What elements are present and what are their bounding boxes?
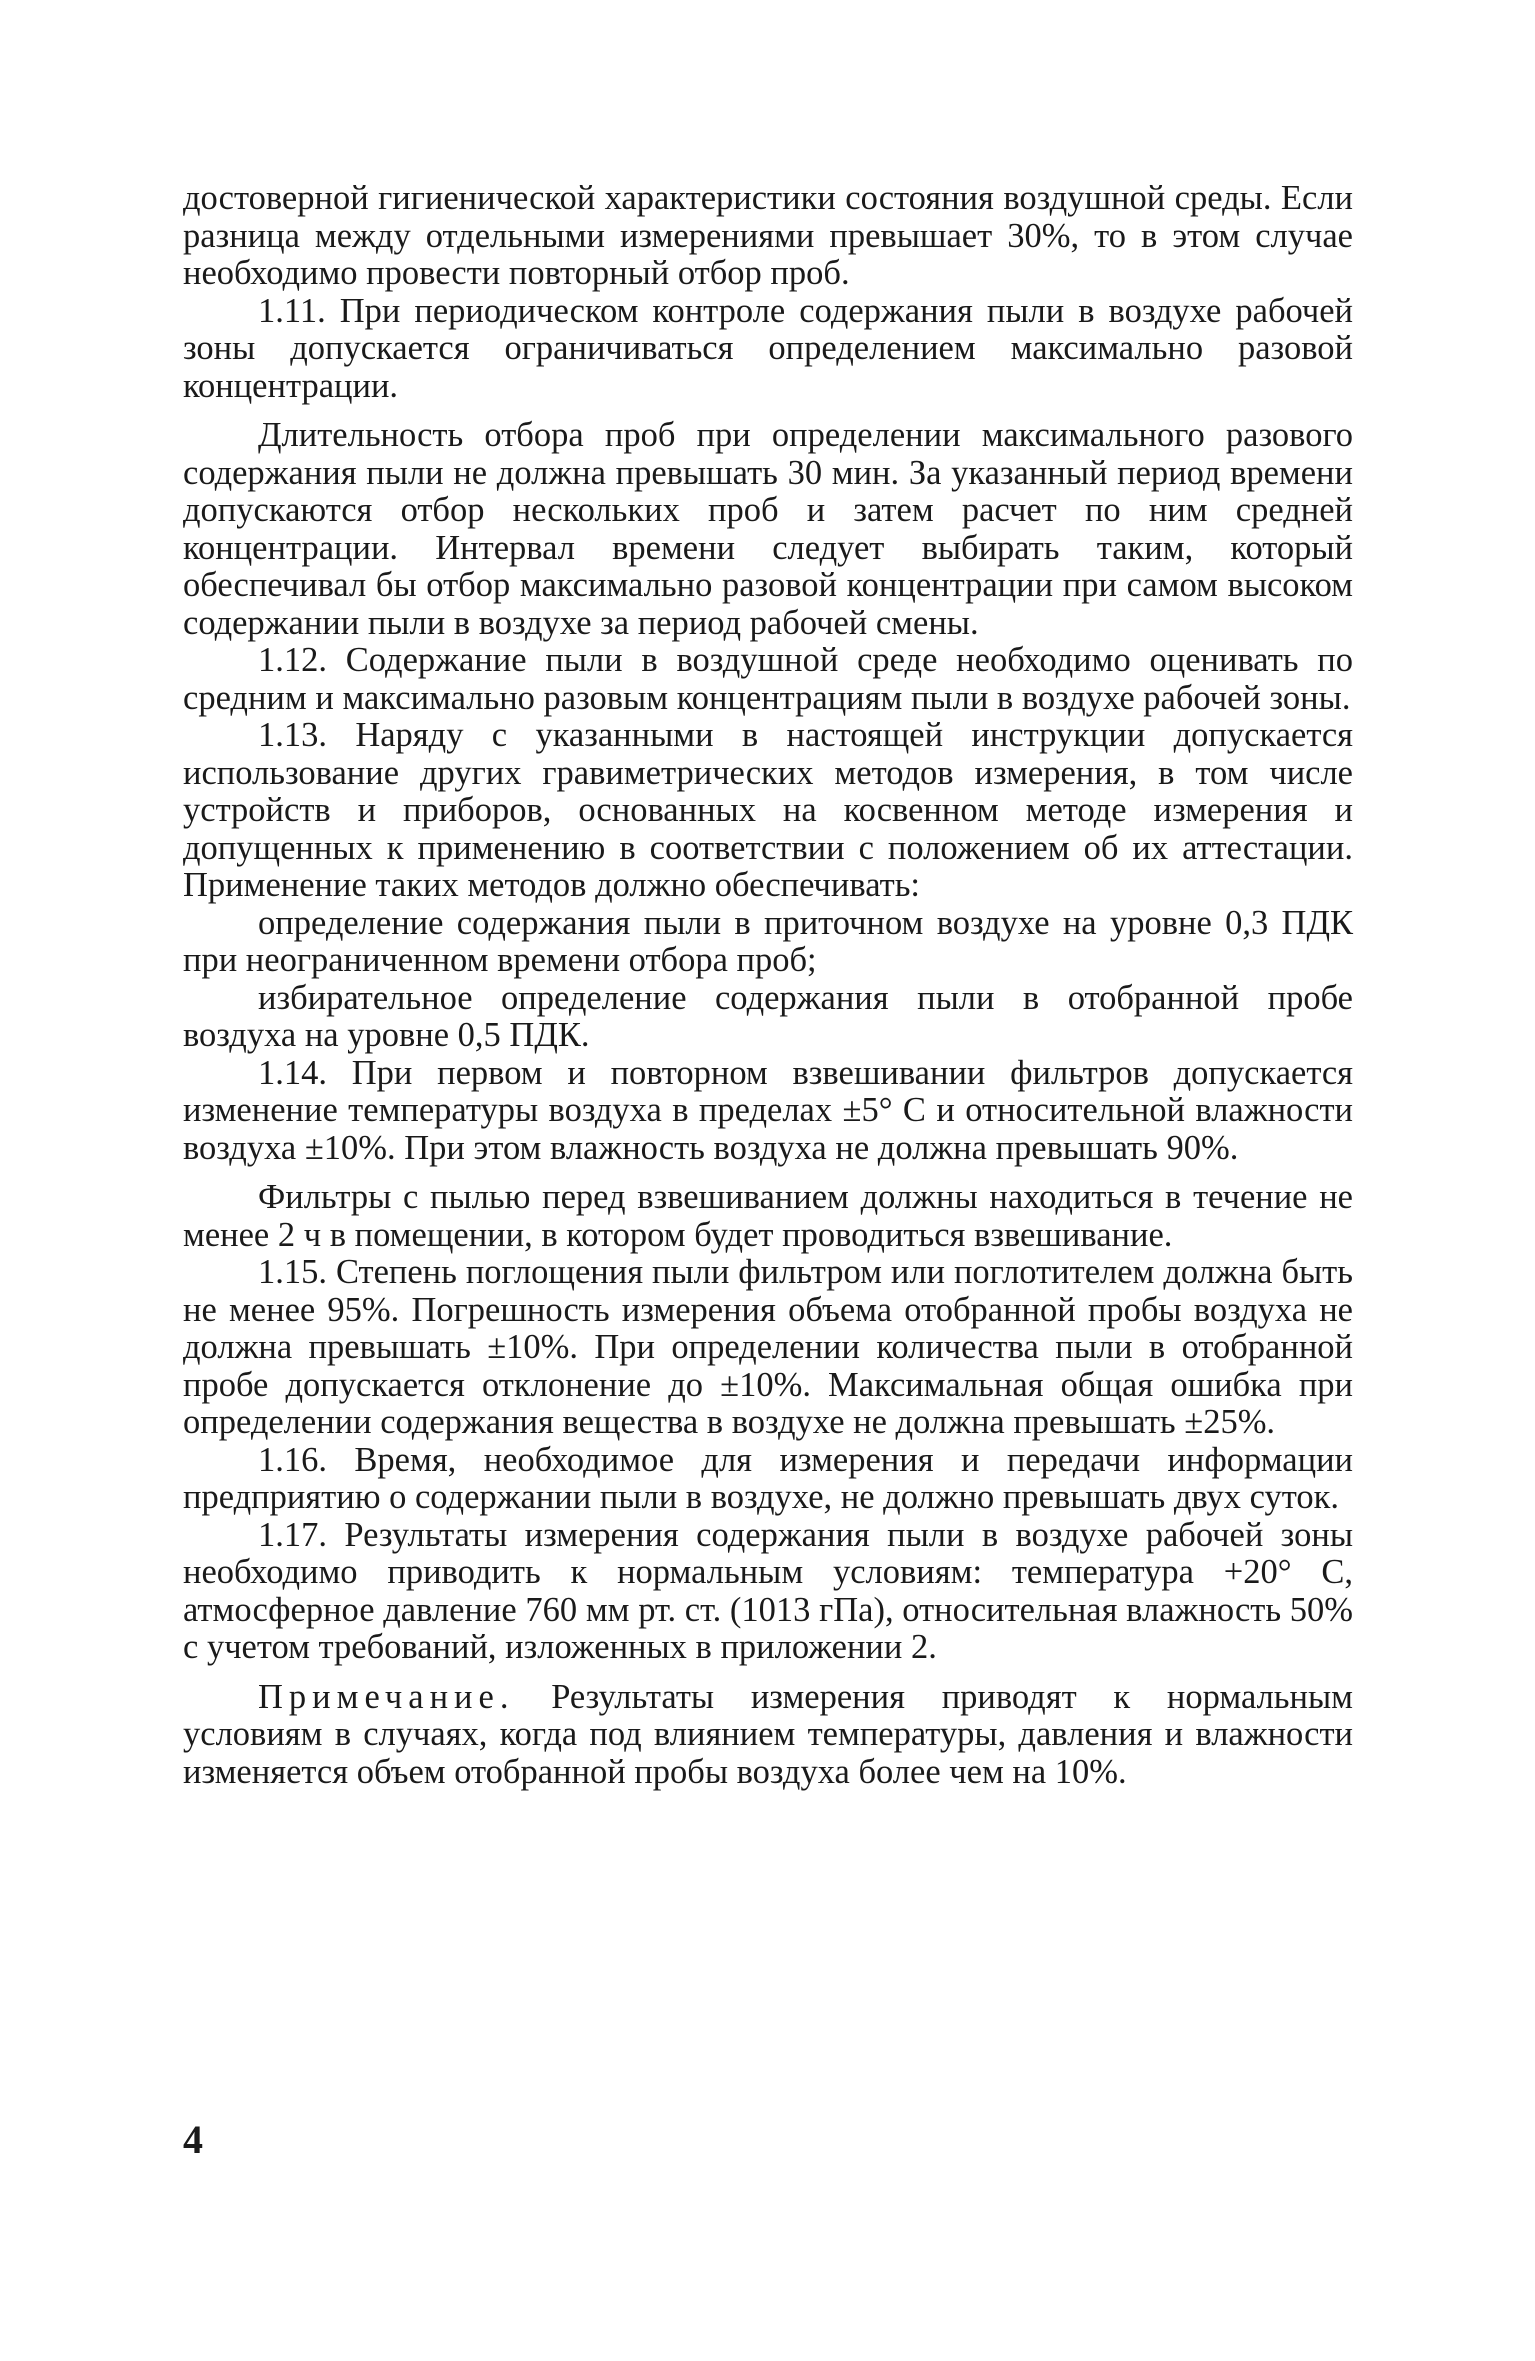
paragraph-1-14: 1.14. При первом и повторном взвешивании фильтров допускается изменение температуры воздуха в пределах ±5° С и относительной влажности воздуха ±10%. При этом влажность воздуха не должна превышать 90%. <box>183 1053 1353 1167</box>
paragraph-list-item-supply-air: определение содержания пыли в приточном воздухе на уровне 0,3 ПДК при неограниченном времени отбора проб; <box>183 903 1353 979</box>
paragraph-1-11: 1.11. При периодическом контроле содержания пыли в воздухе рабочей зоны допускается ограничиваться определением максимально разовой концентрации. <box>183 291 1353 405</box>
paragraph-1-15: 1.15. Степень поглощения пыли фильтром или поглотителем должна быть не менее 95%. Погрешность измерения объема отобранной пробы воздуха не должна превышать ±10%. При определении количества пыли в отобранной пробе допускается отклонение до ±10%. Максимальная общая ошибка при определении содержания вещества в воздухе не должна превышать ±25%. <box>183 1253 1353 1441</box>
paragraph-sampling-duration: Длительность отбора проб при определении максимального разового содержания пыли не должна превышать 30 мин. За указанный период времени допускаются отбор нескольких проб и затем расчет по ним средней концентрации. Интервал времени следует выбирать таким, который обеспечивал бы отбор максимально разовой концентрации при самом высоком содержании пыли в воздухе за период рабочей смены. <box>183 416 1353 642</box>
page-number: 4 <box>183 2117 203 2162</box>
body-text <box>183 180 1353 1791</box>
paragraph-1-16: 1.16. Время, необходимое для измерения и передачи информации предприятию о содержании пыли в воздухе, не должно превышать двух суток. <box>183 1440 1353 1516</box>
note-paragraph <box>183 1679 1353 1792</box>
paragraph-1-17: 1.17. Результаты измерения содержания пыли в воздухе рабочей зоны необходимо приводить к нормальным условиям: температура +20° С, атмосферное давление 760 мм рт. ст. (1013 гПа), относительная влажность 50% с учетом требований, изложенных в приложении 2. <box>183 1515 1353 1666</box>
note-label: Примечание. <box>258 1677 515 1716</box>
paragraph-filters: Фильтры с пылью перед взвешиванием должны находиться в течение не менее 2 ч в помещении, в котором будет проводиться взвешивание. <box>183 1178 1353 1254</box>
paragraph-continuation: достоверной гигиенической характеристики состояния воздушной среды. Если разница между отдельными измерениями превышает 30%, то в этом случае необходимо провести повторный отбор проб. <box>183 179 1353 292</box>
paragraph-list-item-selective: избирательное определение содержания пыли в отобранной пробе воздуха на уровне 0,5 ПДК. <box>183 978 1353 1054</box>
paragraph-1-13: 1.13. Наряду с указанными в настоящей инструкции допускается использование других гравиметрических методов измерения, в том числе устройств и приборов, основанных на косвенном методе измерения и допущенных к применению в соответствии с положением об их аттестации. Применение таких методов должно обеспечивать: <box>183 716 1353 904</box>
note-text: Результаты измерения приводят к нормальным условиям в случаях, когда под влиянием температуры, давления и влажности изменяется объем отобранной пробы воздуха более чем на 10%. <box>183 1677 1353 1791</box>
paragraph-1-12: 1.12. Содержание пыли в воздушной среде необходимо оценивать по средним и максимально разовым концентрациям пыли в воздухе рабочей зоны. <box>183 641 1353 717</box>
